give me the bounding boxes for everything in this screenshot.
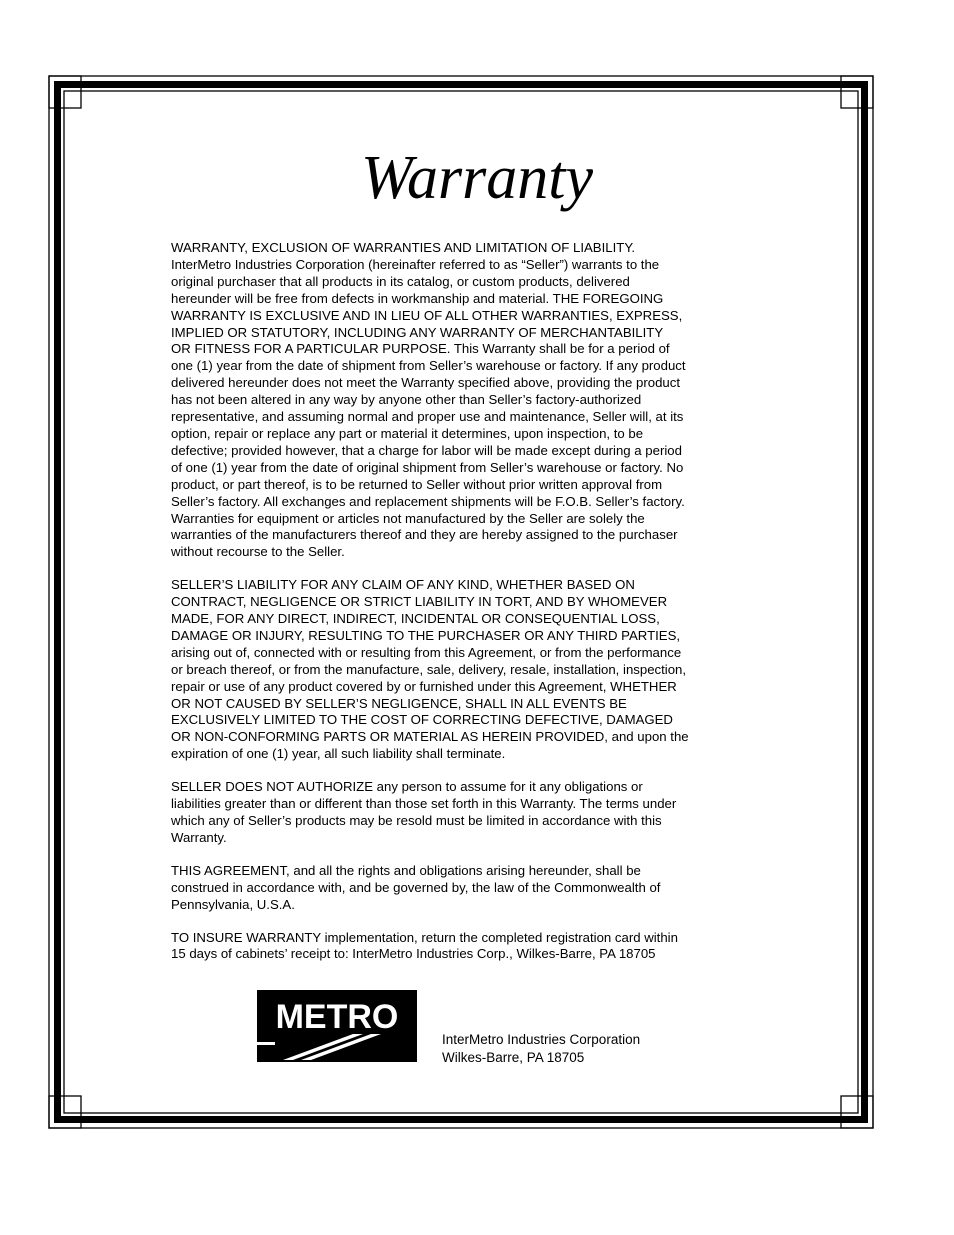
paragraph-line: CONTRACT, NEGLIGENCE OR STRICT LIABILITY IN TORT, AND BY WHOMEVER: [171, 594, 668, 610]
paragraph-line: EXCLUSIVELY LIMITED TO THE COST OF CORRECTING DEFECTIVE, DAMAGED: [171, 712, 673, 728]
paragraph-line: product, or part thereof, is to be returned to Seller without prior written approval from: [171, 476, 663, 492]
paragraph-line: arising out of, connected with or resulting from this Agreement, or from the performance: [171, 644, 682, 660]
paragraph: [171, 930, 751, 964]
paragraph-line: SELLER’S LIABILITY FOR ANY CLAIM OF ANY KIND, WHETHER BASED ON: [171, 577, 635, 593]
frame-corner-bottom-right: [841, 1096, 873, 1128]
paragraph-line: Warranty.: [171, 829, 227, 845]
paragraph-line: repair or use of any product covered by or furnished under this Agreement, WHETHER: [171, 678, 677, 694]
company-address: [442, 1031, 640, 1067]
paragraph: [171, 577, 751, 763]
paragraph-line: which any of Seller’s products may be resold must be limited in accordance with this: [171, 813, 662, 828]
page-title: Warranty: [361, 144, 593, 212]
paragraph-line: SELLER DOES NOT AUTHORIZE any person to assume for it any obligations or: [171, 779, 643, 795]
paragraph-line: InterMetro Industries Corporation (hereinafter referred to as “Seller”) warrants to the: [171, 256, 660, 272]
paragraph-line: TO INSURE WARRANTY implementation, return the completed registration card within: [171, 929, 678, 945]
paragraph: [171, 240, 751, 561]
warranty-body: [171, 240, 751, 979]
paragraph-line: THIS AGREEMENT, and all the rights and obligations arising hereunder, shall be: [171, 862, 641, 878]
paragraph-line: WARRANTY, EXCLUSION OF WARRANTIES AND LIMITATION OF LIABILITY.: [171, 240, 636, 255]
paragraph-line: Pennsylvania, U.S.A.: [171, 896, 295, 912]
paragraph-line: defective; provided however, that a charge for labor will be made except during a period: [171, 442, 682, 458]
metro-logo-text: METRO: [275, 998, 399, 1036]
paragraph-line: hereunder will be free from defects in workmanship and material. THE FOREGOING: [171, 290, 664, 306]
company-name: InterMetro Industries Corporation: [442, 1032, 641, 1047]
paragraph-line: construed in accordance with, and be governed by, the law of the Commonwealth of: [171, 879, 661, 895]
paragraph: [171, 863, 751, 914]
frame-corner-bottom-left: [49, 1096, 81, 1128]
metro-logo: [257, 990, 417, 1062]
paragraph-line: DAMAGE OR INJURY, RESULTING TO THE PURCHASER OR ANY THIRD PARTIES,: [171, 627, 681, 643]
paragraph-line: Seller’s factory. All exchanges and replacement shipments will be F.O.B. Seller’s factory.: [171, 493, 685, 509]
paragraph-line: option, repair or replace any part or material it determines, upon inspection, to be: [171, 425, 644, 441]
paragraph-line: of one (1) year from the date of original shipment from Seller’s warehouse or factory. No: [171, 459, 684, 475]
paragraph-line: OR NON-CONFORMING PARTS OR MATERIAL AS HEREIN PROVIDED, and upon the: [171, 729, 689, 745]
paragraph-container: [171, 240, 751, 963]
paragraph-line: one (1) year from the date of shipment from Seller’s warehouse or factory. If any product: [171, 358, 686, 374]
paragraph-line: or breach thereof, or from the manufacture, sale, delivery, resale, installation, inspection,: [171, 661, 687, 677]
frame-corner-top-right: [841, 76, 873, 108]
company-location: Wilkes-Barre, PA 18705: [442, 1050, 585, 1065]
frame-corner-top-left: [49, 76, 81, 108]
paragraph-line: WARRANTY IS EXCLUSIVE AND IN LIEU OF ALL OTHER WARRANTIES, EXPRESS,: [171, 307, 683, 323]
paragraph-line: MADE, FOR ANY DIRECT, INDIRECT, INCIDENTAL OR CONSEQUENTIAL LOSS,: [171, 611, 660, 627]
paragraph-line: OR FITNESS FOR A PARTICULAR PURPOSE. This Warranty shall be for a period of: [171, 341, 670, 357]
paragraph-line: original purchaser that all products in its catalog, or custom products, delivered: [171, 273, 630, 289]
paragraph-line: without recourse to the Seller.: [171, 544, 345, 560]
paragraph-line: Warranties for equipment or articles not manufactured by the Seller are solely the: [171, 510, 645, 526]
paragraph-line: OR NOT CAUSED BY SELLER’S NEGLIGENCE, SHALL IN ALL EVENTS BE: [171, 695, 627, 711]
paragraph-line: expiration of one (1) year, all such liability shall terminate.: [171, 746, 506, 762]
paragraph-line: representative, and assuming normal and proper use and maintenance, Seller will, at its: [171, 409, 684, 425]
paragraph-line: IMPLIED OR STATUTORY, INCLUDING ANY WARRANTY OF MERCHANTABILITY: [171, 324, 664, 340]
paragraph-line: 15 days of cabinets’ receipt to: InterMetro Industries Corp., Wilkes-Barre, PA 18705: [171, 946, 656, 962]
paragraph-line: warranties of the manufacturers thereof and they are hereby assigned to the purchaser: [171, 527, 678, 543]
paragraph: [171, 779, 751, 847]
paragraph-line: liabilities greater than or different than those set forth in this Warranty. The terms under: [171, 796, 677, 812]
paragraph-line: delivered hereunder does not meet the Warranty specified above, providing the product: [171, 375, 680, 391]
paragraph-line: has not been altered in any way by anyone other than Seller’s factory-authorized: [171, 392, 642, 408]
